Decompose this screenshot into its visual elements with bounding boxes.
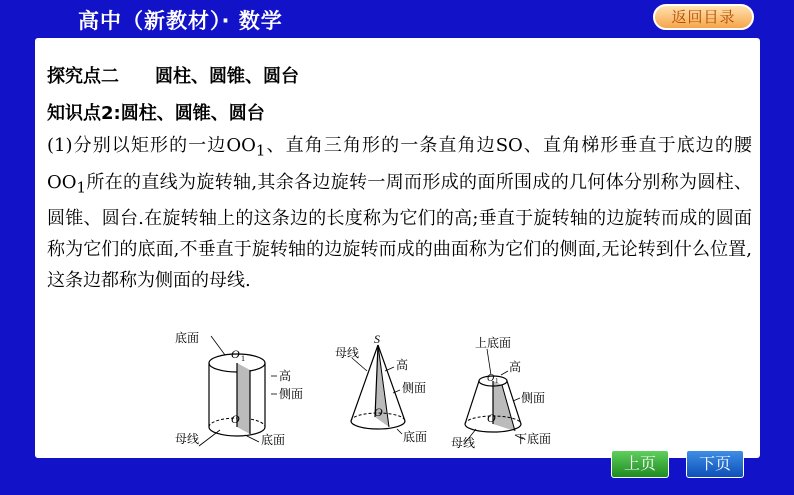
cylinder-bottom-label: 底面	[261, 433, 286, 447]
frustum-o-label: O	[487, 411, 496, 425]
cone-bottom-label: 底面	[403, 430, 428, 444]
header-title: 高中（新教材）· 数学	[78, 9, 283, 33]
frustum-side-label: 侧面	[521, 391, 546, 405]
cone-side-label: 侧面	[402, 381, 427, 395]
paragraph-sub-2: 1	[76, 178, 87, 197]
cone-apex-label: S	[374, 332, 380, 346]
cylinder-o-label: O	[231, 412, 240, 426]
content-panel	[35, 38, 760, 458]
cylinder-generatrix-label: 母线	[175, 432, 200, 446]
cylinder-side-label: 侧面	[279, 387, 304, 401]
paragraph-text-1: (1)分别以矩形的一边OO	[47, 135, 256, 156]
cylinder-o1-sub: 1	[241, 354, 245, 363]
cylinder-top-label: 底面	[175, 331, 200, 345]
cone-o-label: O	[374, 405, 383, 419]
cone-diagram	[335, 332, 427, 444]
cone-height-label: 高	[396, 358, 409, 372]
frustum-generatrix-label: 母线	[451, 436, 476, 449]
next-page-button[interactable]: 下页	[686, 450, 744, 478]
cone-generatrix-label: 母线	[335, 346, 360, 360]
frustum-diagram	[451, 335, 551, 449]
previous-page-button[interactable]: 上页	[611, 450, 669, 478]
frustum-o1-label: O	[487, 373, 495, 384]
solids-figure	[175, 331, 575, 449]
point-heading: 知识点2:圆柱、圆锥、圆台	[47, 103, 265, 124]
paragraph-text-3: 所在的直线为旋转轴,其余各边旋转一周而形成的面所围成的几何体分别称为圆柱、圆锥、圆台.在旋转轴上的这条边的长度称为它们的高;垂直于旋转轴的边旋转而成的圆面称为它们的底面,不垂直于旋转轴的边旋转而成的曲面称为它们的侧面,无论转到什么位置,这条边都称为侧面的母线.	[47, 171, 752, 292]
definition-paragraph	[47, 130, 752, 296]
paragraph-text-2: 、直角三角形的一条直角边SO、直角梯形垂直于底边的腰OO	[47, 135, 752, 193]
section-heading: 探究点二 圆柱、圆锥、圆台	[47, 66, 299, 87]
frustum-o1-sub: 1	[495, 377, 499, 385]
back-to-contents-button[interactable]: 返回目录	[653, 4, 754, 30]
cylinder-o1-label: O	[231, 347, 240, 361]
frustum-top-label: 上底面	[475, 336, 512, 350]
cylinder-height-label: 高	[279, 369, 292, 383]
cylinder-diagram	[175, 331, 303, 447]
paragraph-sub-1: 1	[255, 141, 266, 160]
frustum-bottom-label: 下底面	[515, 432, 552, 446]
frustum-height-label: 高	[509, 360, 522, 374]
